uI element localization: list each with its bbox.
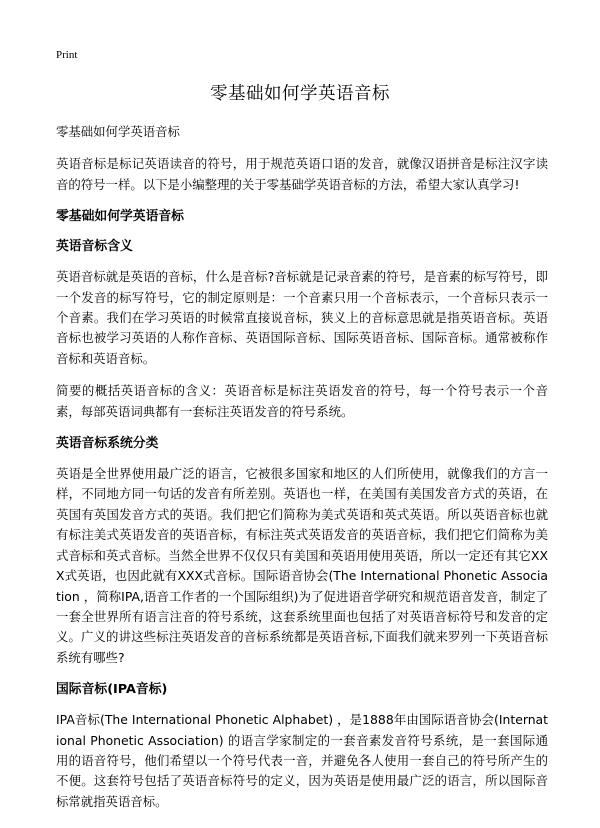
meaning-heading: 英语音标含义 xyxy=(56,239,133,255)
meaning-paragraph-1: 英语音标就是英语的音标，什么是音标?音标就是记录音素的符号，是音素的标写符号，即一个发音的标写符号，它的制定原则是：一个音素只用一个音标表示，一个音标只表示一个音素。我们在学习英语的时候常直接说音标，狭义上的音标意思就是指英语音标。英语音标也被学习英语的人称作音标、英语国际音标、国际英语音标、国际音标。通常被称作音标和英语音标。 xyxy=(56,269,548,366)
meaning-paragraph-2: 简要的概括英语音标的含义：英语音标是标注英语发音的符号，每一个符号表示一个音素，每部英语词典都有一套标注英语发音的符号系统。 xyxy=(56,383,548,419)
ipa-paragraph: IPA音标(The International Phonetic Alphabet) ，是1888年由国际语音协会(International Phonetic Association) 的语言学家制定的一套音素发音符号系统，是一套国际通用的语音符号，他们希望以一个符号代表一音，并避免各人使用一套自己的符号所产生的不便。这套符号包括了英语音标符号的定义，因为英语是使用最广泛的语言，所以国际音标常就指英语音标。 xyxy=(56,712,548,809)
ipa-heading: 国际音标(IPA音标) xyxy=(56,682,168,698)
article-subtitle: 零基础如何学英语音标 xyxy=(56,124,180,139)
system-paragraph: 英语是全世界使用最广泛的语言，它被很多国家和地区的人们所使用，就像我们的方言一样，不同地方同一句话的发音有所差别。英语也一样，在美国有美国发音方式的英语，在英国有英国发音方式的英语。我们把它们简称为美式英语和英式英语。所以英语音标也就有标注美式英语发音的英语音标，有标注英式英语发音的英语音标，我们把它们简称为美式音标和英式音标。当然全世界不仅仅只有美国和英语用使用英语，所以一定还有其它XXX式英语，也因此就有XXX式音标。国际语音协会(The International Phonetic Association ，简称IPA,语音工作者的一个国际组织)为了促进语音学研究和规范语音发音，制定了一套全世界所有语言注音的符号系统，这套系统里面也包括了对英语音标符号和发音的定义。广义的讲这些标注英语发音的音标系统都是英语音标,下面我们就来罗列一下英语音标系统有哪些? xyxy=(56,466,548,665)
section-heading: 零基础如何学英语音标 xyxy=(56,209,184,225)
print-link[interactable]: Print xyxy=(56,49,78,61)
system-heading: 英语音标系统分类 xyxy=(56,436,159,452)
intro-paragraph: 英语音标是标记英语读音的符号，用于规范英语口语的发音，就像汉语拼音是标注汉字读音的符号一样。以下是小编整理的关于零基础学英语音标的方法，希望大家认真学习! xyxy=(56,156,548,192)
article-body xyxy=(56,122,548,824)
page-title: 零基础如何学英语音标 xyxy=(210,84,390,104)
